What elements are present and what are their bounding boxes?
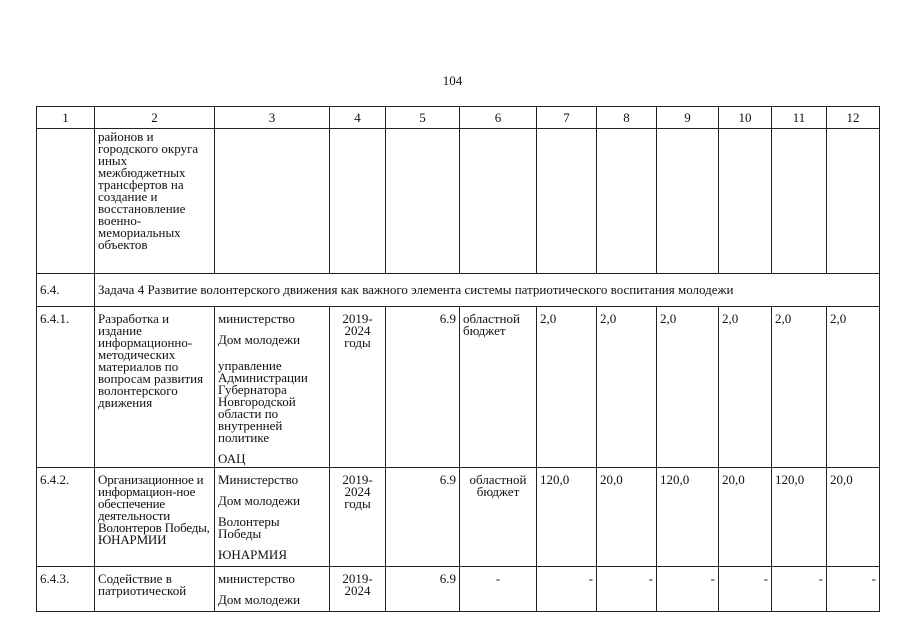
amount: 2,0 bbox=[597, 307, 657, 468]
amount: - bbox=[827, 567, 880, 612]
executor: Дом молодежи bbox=[218, 332, 301, 347]
amount: 2,0 bbox=[719, 307, 772, 468]
executor: Дом молодежи bbox=[218, 493, 301, 508]
executor: министерство bbox=[218, 571, 295, 586]
executor: ЮНАРМИЯ bbox=[218, 547, 287, 562]
task-title: Задача 4 Развитие волонтерского движения как важного элемента системы патриотического воспитания молодежи bbox=[95, 274, 880, 307]
funding-source: - bbox=[460, 567, 537, 612]
target-indicator: 6.9 bbox=[386, 468, 460, 567]
amount: 2,0 bbox=[537, 307, 597, 468]
amount: 2,0 bbox=[827, 307, 880, 468]
executors-cell bbox=[215, 468, 330, 567]
amount: - bbox=[597, 567, 657, 612]
header-cell: 1 bbox=[37, 107, 95, 129]
funding-source: областной бюджет bbox=[460, 307, 537, 468]
executors-cell bbox=[215, 307, 330, 468]
header-cell: 12 bbox=[827, 107, 880, 129]
header-row bbox=[37, 107, 880, 129]
executors-cell bbox=[215, 567, 330, 612]
header-cell: 7 bbox=[537, 107, 597, 129]
amount: 20,0 bbox=[827, 468, 880, 567]
executor: министерство bbox=[218, 311, 295, 326]
executor: Волонтеры Победы bbox=[218, 514, 280, 541]
period: 2019-2024 годы bbox=[330, 468, 386, 567]
executor: управление Администрации Губернатора Новгородской области по внутренней политике bbox=[218, 358, 308, 445]
amount: - bbox=[719, 567, 772, 612]
table-row bbox=[37, 567, 880, 612]
header-cell: 2 bbox=[95, 107, 215, 129]
header-cell: 9 bbox=[657, 107, 719, 129]
target-indicator: 6.9 bbox=[386, 567, 460, 612]
amount: 120,0 bbox=[537, 468, 597, 567]
amount: - bbox=[772, 567, 827, 612]
row-number: 6.4.2. bbox=[37, 468, 95, 567]
amount: 20,0 bbox=[719, 468, 772, 567]
header-cell: 8 bbox=[597, 107, 657, 129]
header-cell: 11 bbox=[772, 107, 827, 129]
funding-source: областной бюджет bbox=[460, 468, 537, 567]
row-number: 6.4.3. bbox=[37, 567, 95, 612]
amount: 2,0 bbox=[772, 307, 827, 468]
measure-name: районов и городского округа иных межбюджетных трансфертов на создание и восстановление военно-мемориальных объектов bbox=[95, 129, 215, 274]
header-cell: 5 bbox=[386, 107, 460, 129]
header-cell: 10 bbox=[719, 107, 772, 129]
header-cell: 6 bbox=[460, 107, 537, 129]
executor: Дом молодежи bbox=[218, 592, 301, 607]
task-number: 6.4. bbox=[37, 274, 95, 307]
amount: 120,0 bbox=[657, 468, 719, 567]
executor: Министерство bbox=[218, 472, 299, 487]
page-number: 104 bbox=[442, 73, 463, 88]
task-row bbox=[37, 274, 880, 307]
measure-name: Содействие в патриотической bbox=[95, 567, 215, 612]
table-row bbox=[37, 129, 880, 274]
measure-name: Разработка и издание информационно-методических материалов по вопросам развития волонтерского движения bbox=[95, 307, 215, 468]
table-row bbox=[37, 468, 880, 567]
measure-name: Организационное и информацион-ное обеспечение деятельности Волонтеров Победы, ЮНАРМИИ bbox=[95, 468, 215, 567]
period: 2019-2024 годы bbox=[330, 307, 386, 468]
target-indicator: 6.9 bbox=[386, 307, 460, 468]
header-cell: 4 bbox=[330, 107, 386, 129]
table-row bbox=[37, 307, 880, 468]
period: 2019-2024 bbox=[330, 567, 386, 612]
amount: 2,0 bbox=[657, 307, 719, 468]
amount: 120,0 bbox=[772, 468, 827, 567]
amount: - bbox=[657, 567, 719, 612]
row-number: 6.4.1. bbox=[37, 307, 95, 468]
amount: 20,0 bbox=[597, 468, 657, 567]
executor: ОАЦ bbox=[218, 451, 246, 466]
amount: - bbox=[537, 567, 597, 612]
program-table bbox=[36, 106, 880, 612]
header-cell: 3 bbox=[215, 107, 330, 129]
